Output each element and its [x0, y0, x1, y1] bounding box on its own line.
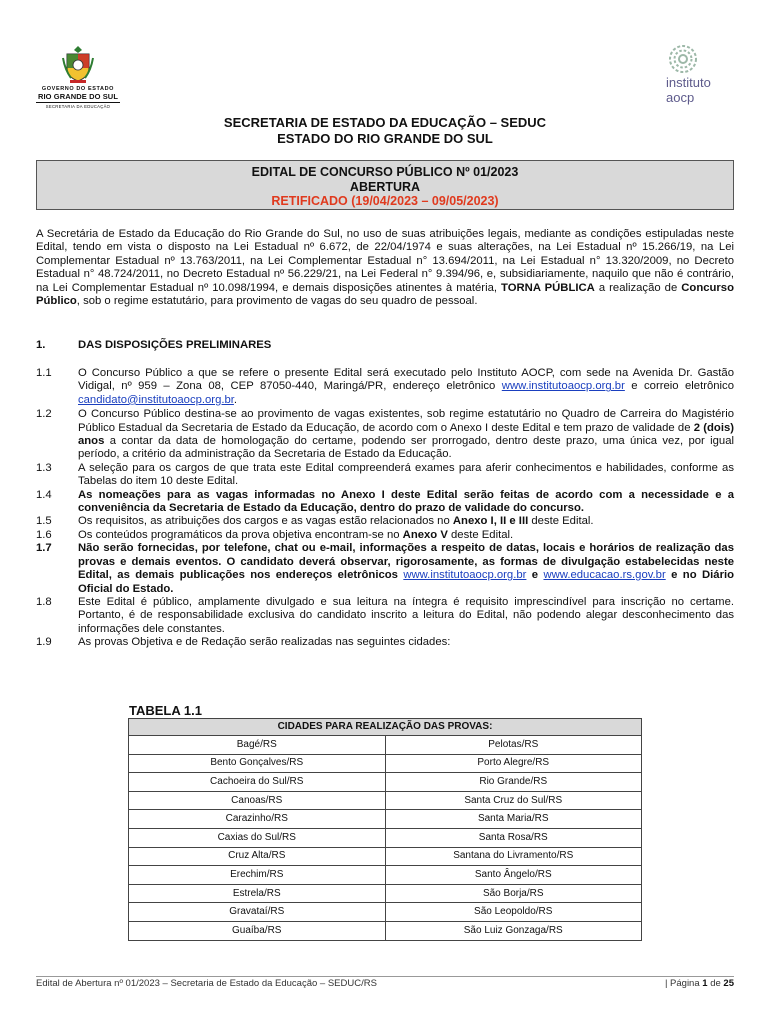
edital-retificado: RETIFICADO (19/04/2023 – 09/05/2023) — [271, 194, 499, 208]
table-cell: Erechim/RS — [129, 866, 386, 885]
coat-of-arms-icon — [61, 44, 95, 84]
table-cell: Cruz Alta/RS — [129, 847, 386, 866]
item-number: 1.1 — [36, 367, 52, 379]
item-1-4 — [36, 489, 734, 516]
gov-logo-line1: GOVERNO DO ESTADO — [41, 86, 115, 92]
intro-text-c: , sob o regime estatutário, para provimento de vagas do seu quadro de pessoal. — [76, 295, 478, 308]
item-1-9 — [36, 636, 734, 649]
item-text: As nomeações para as vagas informadas no Anexo I deste Edital serão feitas de acordo com a necessidade e a conveniência da Secretaria de Estado da Educação, dentro do prazo de validade do concurso. — [78, 488, 734, 515]
item-text: e correio eletrônico — [624, 380, 734, 393]
item-number: 1.2 — [36, 408, 52, 421]
footer-page-number — [665, 978, 734, 989]
aocp-logo-line2: aocp — [666, 90, 695, 105]
item-1-1 — [36, 367, 734, 407]
aocp-website-link[interactable]: www.institutoaocp.org.br — [501, 380, 625, 393]
item-bold: Anexo V — [402, 528, 448, 541]
table-header: CIDADES PARA REALIZAÇÃO DAS PROVAS: — [129, 719, 642, 736]
table-cell: São Leopoldo/RS — [385, 903, 642, 922]
instituto-aocp-logo — [666, 44, 736, 104]
intro-bold-b: Concurso Público — [36, 281, 734, 308]
title-estado: ESTADO DO RIO GRANDE DO SUL — [277, 131, 493, 146]
table-row — [129, 791, 642, 810]
item-number: 1.7 — [36, 542, 52, 555]
item-text: Não serão fornecidas, por telefone, chat ou e-mail, informações a respeito de datas, locais e horários de realização das provas e demais eventos. O candidato deverá observar, rigorosamente, as formas de divulgação estabelecidas neste Edital, as demais publicações nos endereços eletrônicos — [78, 542, 734, 582]
gov-logo-line2: RIO GRANDE DO SUL — [37, 92, 119, 101]
table-cell: Santa Rosa/RS — [385, 828, 642, 847]
edital-abertura: ABERTURA — [349, 179, 421, 194]
item-text: As provas Objetiva e de Redação serão realizadas nas seguintes cidades: — [78, 636, 451, 649]
item-list — [36, 367, 734, 650]
table-row — [129, 847, 642, 866]
item-text: Os conteúdos programáticos da prova objetiva encontram-se no — [78, 528, 403, 541]
item-text: deste Edital. — [447, 528, 514, 541]
table-row — [129, 736, 642, 755]
page-prefix: | Página — [664, 978, 703, 989]
title-secretaria: SECRETARIA DE ESTADO DA EDUCAÇÃO – SEDUC — [223, 115, 547, 130]
item-1-6 — [36, 529, 734, 542]
table-cell: Bagé/RS — [129, 736, 386, 755]
cities-table — [128, 718, 642, 941]
footer-divider — [36, 976, 734, 977]
table-row — [129, 921, 642, 940]
item-number: 1.4 — [36, 488, 52, 501]
item-1-2 — [36, 408, 734, 462]
table-cell: Canoas/RS — [129, 791, 386, 810]
table-cell: Caxias do Sul/RS — [129, 828, 386, 847]
table-cell: Rio Grande/RS — [385, 773, 642, 792]
section-title: DAS DISPOSIÇÕES PRELIMINARES — [78, 339, 272, 351]
item-number: 1.5 — [36, 515, 52, 528]
edital-number: EDITAL DE CONCURSO PÚBLICO Nº 01/2023 — [251, 165, 519, 179]
item-text: e — [526, 569, 544, 582]
item-text: deste Edital. — [528, 515, 594, 528]
item-text: O Concurso Público destina-se ao provimento de vagas existentes, sob regime estatutário no Quadro de Carreira do Magistério Público Estadual da Secretaria de Estado da Educação, de acordo com o Anexo I deste Edital e tem prazo de validade de — [78, 408, 734, 434]
educacao-website-link[interactable]: www.educacao.rs.gov.br — [543, 569, 666, 582]
item-1-7 — [36, 542, 734, 596]
page-mid: de — [707, 978, 724, 989]
item-text: a contar da data de homologação do certame, podendo ser prorrogado, dentro deste prazo, uma única vez, por igual período, a critério da administração da Secretaria de Estado da Educação. — [78, 435, 734, 461]
page-current: 1 — [702, 978, 708, 989]
item-text: A seleção para os cargos de que trata este Edital compreenderá exames para aferir conhecimentos e habilidades, conforme as Tabelas do item 10 deste Edital. — [78, 461, 734, 488]
table-row — [129, 810, 642, 829]
table-cell: Estrela/RS — [129, 884, 386, 903]
item-number: 1.9 — [36, 636, 52, 649]
item-text: . — [233, 393, 238, 406]
item-1-3 — [36, 462, 734, 489]
table-cell: Guaíba/RS — [129, 921, 386, 940]
page-total: 25 — [723, 978, 734, 989]
table-cell: Cachoeira do Sul/RS — [129, 773, 386, 792]
table-cell: Santa Maria/RS — [385, 810, 642, 829]
edital-title-box — [36, 160, 734, 210]
item-number: 1.6 — [36, 528, 52, 541]
item-bold: Anexo I, II e III — [452, 515, 529, 528]
table-cell: Bento Gonçalves/RS — [129, 754, 386, 773]
intro-text-a: A Secretária de Estado da Educação do Rio Grande do Sul, no uso de suas atribuições legais, mediante as condições estipuladas neste Edital, tendo em vista o disposto na Lei Estadual nº 6.672, de 22/04/1974 e suas alterações, na Lei Estadual nº 15.266/19, na Lei Complementar Estadual nº 13.763/2011, na Lei Complementar Estadual n° 13.694/2011, na Lei Estadual n° 13.320/2009, no Decreto Estadual n° 48.724/2011, no Decreto Estadual nº 56.229/21, na Lei Federal n° 9.394/96, e, subsidiariamente, naquilo que não é contrário, na Lei Complementar Estadual nº 10.098/1994, e demais disposições atinentes à matéria, — [36, 228, 734, 294]
item-text: e no Diário Oficial do Estado. — [78, 569, 735, 595]
aocp-website-link[interactable]: www.institutoaocp.org.br — [403, 569, 527, 582]
government-logo — [36, 44, 120, 109]
item-text: O Concurso Público a que se refere o presente Edital será executado pelo Instituto AOCP, com sede na Avenida Dr. Gastão Vidigal, nº 959 – Zona 08, CEP 87050-440, Maringá/PR, endereço eletrônico — [78, 367, 734, 393]
table-cell: Santa Cruz do Sul/RS — [385, 791, 642, 810]
section-number: 1. — [36, 339, 46, 351]
candidate-email-link[interactable]: candidato@institutoaocp.org.br — [78, 393, 234, 406]
intro-paragraph — [36, 228, 734, 308]
table-row — [129, 773, 642, 792]
aocp-spiral-icon — [668, 44, 698, 74]
table-cell: Carazinho/RS — [129, 810, 386, 829]
gov-logo-line3: SECRETARIA DA EDUCAÇÃO — [45, 104, 111, 109]
table-cell: São Luiz Gonzaga/RS — [385, 921, 642, 940]
table-cell: Santana do Livramento/RS — [385, 847, 642, 866]
table-row — [129, 828, 642, 847]
table-cell: Porto Alegre/RS — [385, 754, 642, 773]
table-row — [129, 866, 642, 885]
table-cell: Gravataí/RS — [129, 903, 386, 922]
item-bold: 2 (dois) anos — [78, 421, 735, 448]
item-text: Os requisitos, as atribuições dos cargos e as vagas estão relacionados no — [78, 515, 453, 528]
table-row — [129, 884, 642, 903]
item-1-8 — [36, 596, 734, 636]
intro-bold-a: TORNA PÚBLICA — [501, 281, 595, 294]
item-text: Este Edital é público, amplamente divulgado e sua leitura na íntegra é requisito imprescindível para inscrição no certame. Portanto, é de responsabilidade exclusiva do candidato inscrito a leitura do Edital, não podendo alegar desconhecimento das informações dele constantes. — [78, 595, 734, 635]
table-cell: São Borja/RS — [385, 884, 642, 903]
table-cell: Santo Ângelo/RS — [385, 866, 642, 885]
table-row — [129, 754, 642, 773]
table-cell: Pelotas/RS — [385, 736, 642, 755]
table-row — [129, 903, 642, 922]
intro-text-b: a realização de — [594, 281, 682, 294]
item-number: 1.3 — [36, 461, 52, 474]
footer-document-name: Edital de Abertura nº 01/2023 – Secretaria de Estado da Educação – SEDUC/RS — [36, 978, 377, 989]
document-title — [36, 115, 734, 147]
table-title: TABELA 1.1 — [129, 703, 202, 718]
item-1-5 — [36, 515, 734, 528]
item-number: 1.8 — [36, 595, 52, 608]
aocp-logo-line1: instituto — [666, 75, 711, 90]
